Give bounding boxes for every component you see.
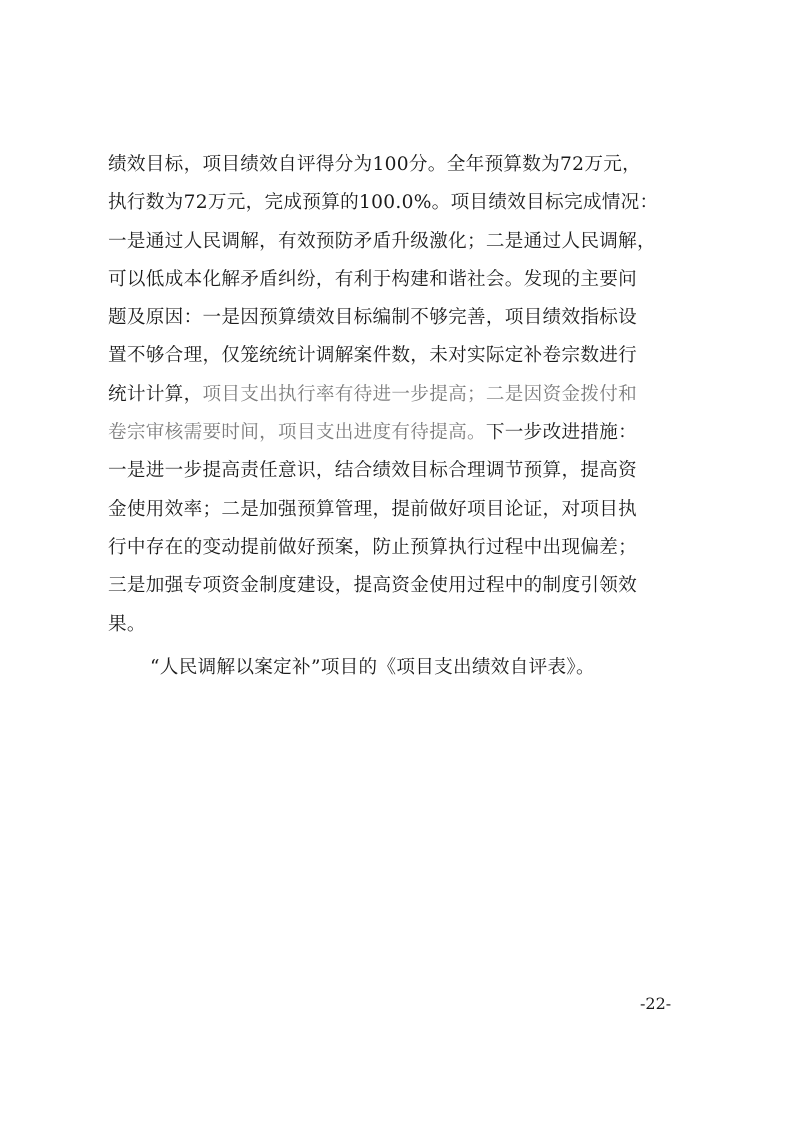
line-segment: 统计计算， xyxy=(108,383,203,405)
paragraph-line: 行中存在的变动提前做好预案，防止预算执行过程中出现偏差； xyxy=(108,536,638,558)
page-number: -22- xyxy=(640,994,672,1013)
paragraph-line: 一是进一步提高责任意识，结合绩效目标合理调节预算，提高资 xyxy=(108,460,638,482)
paragraph-line: 绩效目标，项目绩效自评得分为100分。全年预算数为72万元， xyxy=(108,154,641,175)
paragraph-line: 一是通过人民调解，有效预防矛盾升级激化；二是通过人民调解， xyxy=(108,230,656,252)
paragraph-line: 果。 xyxy=(108,613,146,635)
paragraph-line xyxy=(108,376,698,414)
paragraph-line: 执行数为72万元，完成预算的100.0%。项目绩效目标完成情况： xyxy=(108,192,659,214)
paragraph-line: 金使用效率；二是加强预算管理，提前做好项目论证，对项目执 xyxy=(108,498,638,520)
paragraph-line: 题及原因：一是因预算绩效目标编制不够完善，项目绩效指标设 xyxy=(108,307,638,329)
paragraph-line: 可以低成本化解矛盾纠纷，有利于构建和谐社会。发现的主要问 xyxy=(108,268,638,290)
line-segment-faded: 项目支出执行率有待进一步提高；二是因资金拨付和 xyxy=(202,383,638,405)
body-paragraph xyxy=(108,146,698,644)
paragraph-line: 三是加强专项资金制度建设，提高资金使用过程中的制度引领效 xyxy=(108,575,638,597)
line-segment-faded: 卷宗审核需要时间，项目支出进度有待提高。 xyxy=(108,422,486,444)
paragraph-line xyxy=(108,414,698,452)
attachment-caption: “人民调解以案定补”项目的《项目支出绩效自评表》。 xyxy=(150,657,595,678)
paragraph-line: 置不够合理，仅笼统统计调解案件数，未对实际定补卷宗数进行 xyxy=(108,345,638,367)
line-segment: 下一步改进措施： xyxy=(485,422,638,444)
